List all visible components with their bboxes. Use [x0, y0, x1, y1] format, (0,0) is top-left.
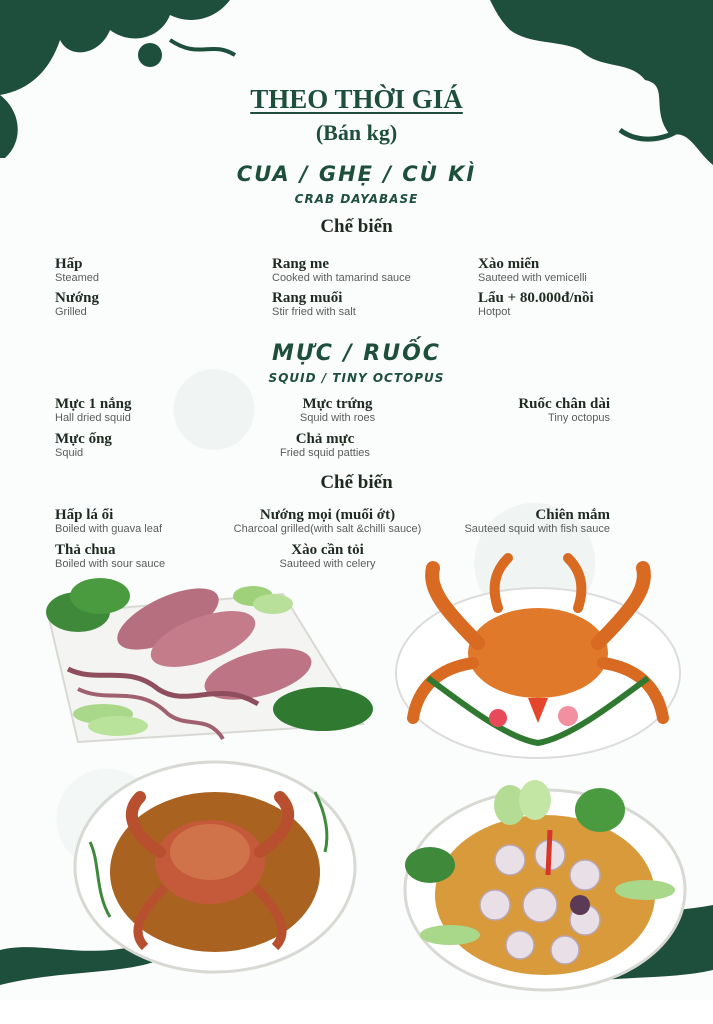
grilled-squid-photo	[38, 574, 373, 754]
item-name-en: Fried squid patties	[280, 447, 370, 459]
item-name-en: Squid	[55, 447, 84, 459]
crab-section-title: CUA / GHẸ / CÙ KÌ	[236, 162, 477, 186]
item-name-vn: Thả chua	[55, 542, 116, 558]
menu-item	[225, 431, 425, 460]
item-name-vn: Chả mực	[295, 431, 355, 447]
item-name-en: Sauteed squid with fish sauce	[464, 523, 610, 535]
squid-section-subtitle: SQUID / TINY OCTOPUS	[268, 371, 445, 385]
item-name-vn: Ruốc chân dài	[518, 396, 610, 412]
menu-item	[272, 290, 356, 319]
item-name-vn: Nướng mọi (muối ớt)	[259, 507, 396, 523]
menu-item	[55, 396, 132, 425]
king-crab-photo	[388, 548, 688, 768]
item-name-vn: Lẩu + 80.000đ/nồi	[478, 290, 594, 306]
item-name-vn: Xào miến	[478, 256, 540, 272]
item-name-vn: Rang muối	[272, 290, 343, 306]
menu-item	[55, 290, 99, 319]
menu-item	[478, 290, 594, 319]
menu-item	[55, 431, 112, 460]
menu-item	[55, 256, 99, 285]
menu-item	[55, 542, 165, 571]
squid-section-title: MỰC / RUỐC	[272, 341, 441, 366]
item-name-en: Squid with roes	[299, 412, 376, 424]
item-name-vn: Mực 1 nắng	[55, 396, 132, 412]
menu-item	[478, 256, 587, 285]
item-name-vn: Hấp lá ổi	[55, 507, 114, 523]
menu-item	[518, 396, 610, 425]
item-name-en: Tiny octopus	[548, 412, 610, 424]
item-name-vn: Mực trứng	[302, 396, 373, 412]
item-name-en: Grilled	[55, 306, 87, 318]
menu-item	[464, 507, 610, 536]
item-name-en: Charcoal grilled(with salt &chilli sauce)	[233, 523, 422, 535]
item-name-en: Hall dried squid	[55, 412, 131, 424]
menu-item	[240, 396, 435, 425]
menu-item	[215, 507, 440, 536]
item-name-vn: Rang me	[272, 256, 330, 272]
item-name-en: Steamed	[55, 272, 100, 284]
item-name-en: Sauteed with vemicelli	[478, 272, 587, 284]
item-name-en: Stir fried with salt	[272, 306, 356, 318]
item-name-vn: Chiên mắm	[535, 507, 610, 523]
octopus-soup-photo	[400, 780, 690, 995]
page-subtitle: (Bán kg)	[315, 120, 398, 145]
page-title: THEO THỜI GIÁ	[250, 84, 463, 114]
item-name-vn: Mực ống	[55, 431, 112, 447]
crab-processing-heading: Chế biến	[320, 216, 393, 237]
item-name-en: Hotpot	[478, 306, 511, 318]
crab-section-subtitle: CRAB DAYABASE	[294, 192, 419, 206]
item-name-en: Boiled with sour sauce	[55, 558, 166, 570]
menu-item	[272, 256, 411, 285]
item-name-en: Boiled with guava leaf	[55, 523, 163, 535]
menu-item	[55, 507, 162, 536]
squid-processing-heading: Chế biến	[320, 472, 393, 493]
item-name-en: Cooked with tamarind sauce	[272, 272, 411, 284]
item-name-vn: Xào cần tỏi	[291, 542, 364, 558]
item-name-vn: Hấp	[55, 256, 83, 272]
item-name-en: Sauteed with celery	[279, 558, 376, 570]
item-name-vn: Nướng	[55, 290, 99, 306]
tamarind-crab-photo	[70, 752, 360, 977]
